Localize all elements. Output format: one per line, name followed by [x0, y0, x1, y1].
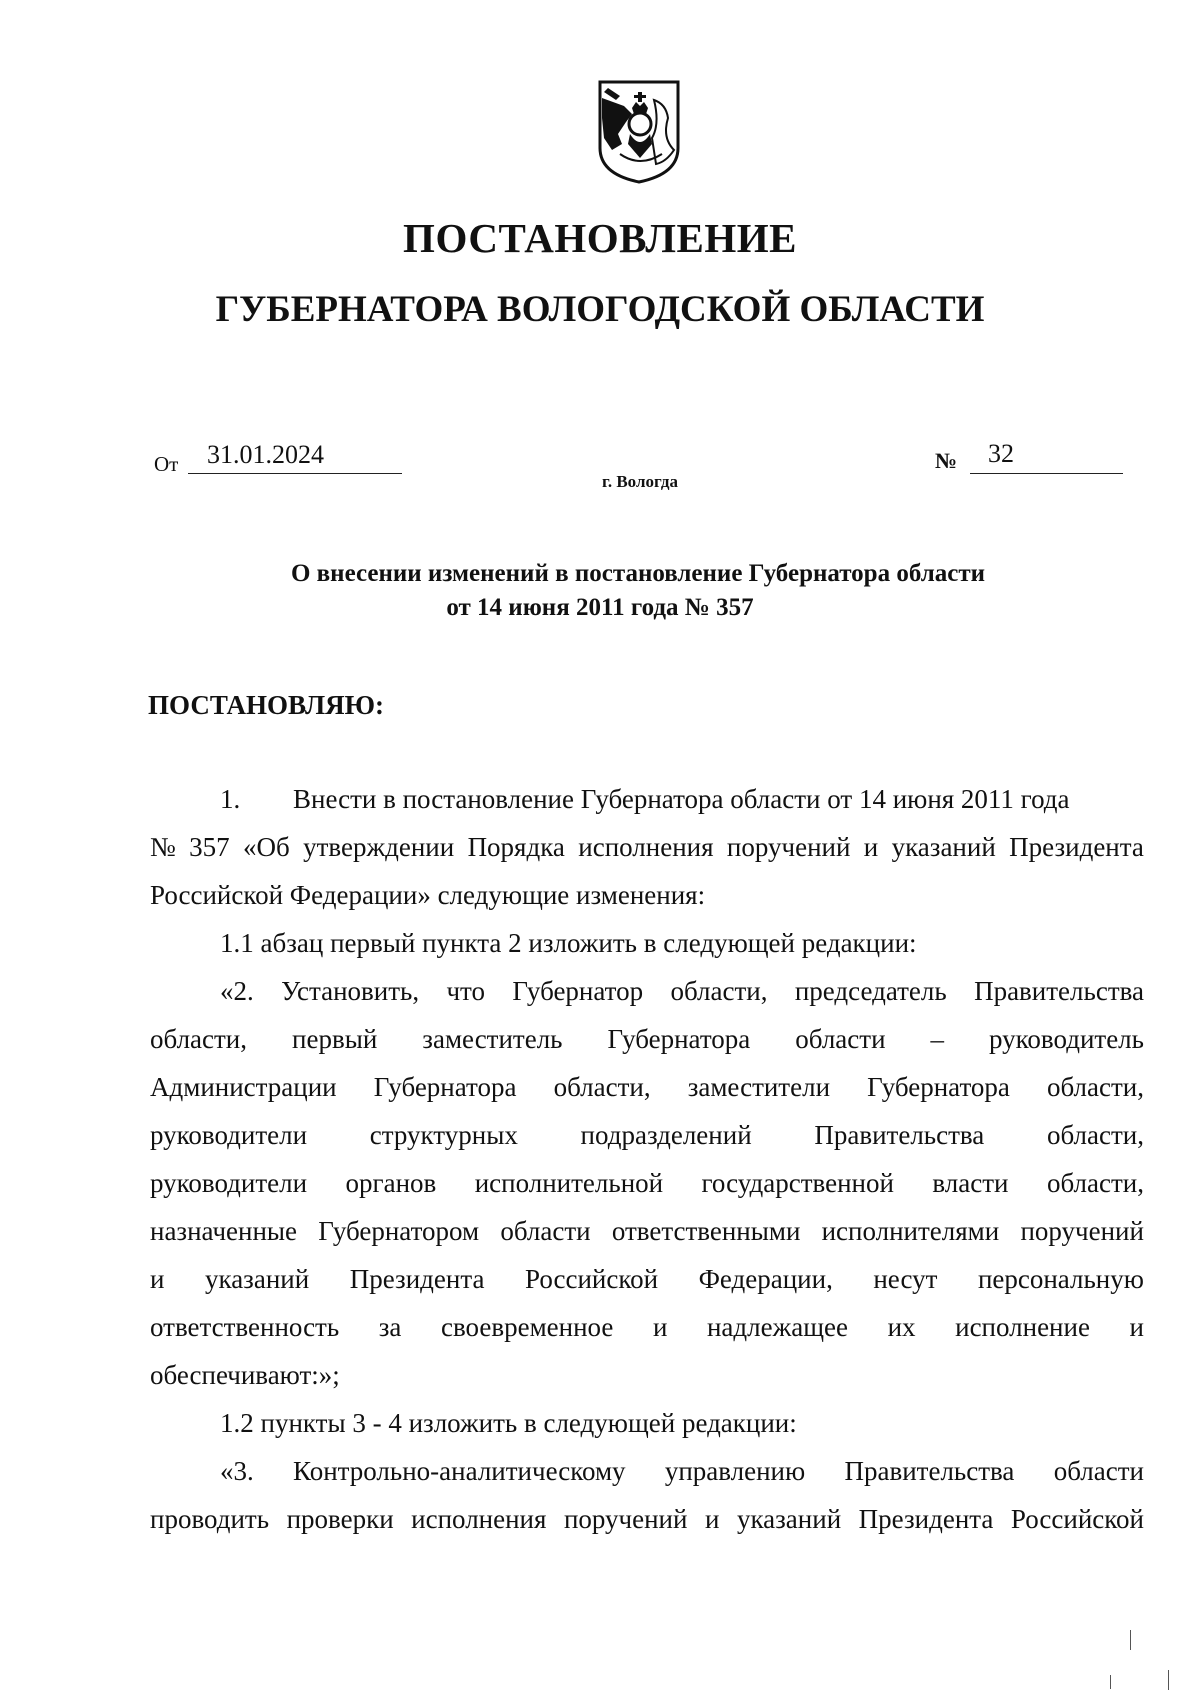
word: Установить, — [281, 976, 420, 1006]
word: Администрации — [150, 1072, 337, 1102]
word: исполнения — [411, 1504, 547, 1534]
document-subtitle: ГУБЕРНАТОРА ВОЛОГОДСКОЙ ОБЛАСТИ — [215, 289, 985, 330]
document-number: 32 — [988, 439, 1014, 468]
word: что — [446, 976, 485, 1006]
subject-line-1: О внесении изменений в постановление Губернатора области — [290, 560, 986, 587]
word: исполнение — [955, 1312, 1090, 1342]
word: управлению — [664, 1456, 806, 1486]
word: области, — [553, 1072, 651, 1102]
scan-mark — [1168, 1670, 1169, 1690]
body-text-line — [150, 1168, 1144, 1199]
word: поручений — [726, 832, 851, 862]
body-text-line — [150, 1504, 1144, 1535]
word: области, — [670, 976, 768, 1006]
word: области, — [1046, 1072, 1144, 1102]
scan-mark — [1110, 1675, 1111, 1689]
word: ответственными — [611, 1216, 801, 1246]
word: Губернатором — [318, 1216, 480, 1246]
word: надлежащее — [706, 1312, 849, 1342]
word: области, — [1046, 1168, 1144, 1198]
word: № — [150, 832, 176, 862]
word: Губернатора — [373, 1072, 517, 1102]
subject-line-2: от 14 июня 2011 года № 357 — [446, 594, 754, 621]
word: поручений — [563, 1504, 688, 1534]
word: области — [795, 1024, 886, 1054]
word: Российской — [524, 1264, 659, 1294]
city-label: г. Вологда — [602, 472, 678, 491]
body-text-line — [150, 1216, 1144, 1247]
word: утверждении — [303, 832, 455, 862]
word: проверки — [286, 1504, 394, 1534]
word: государственной — [701, 1168, 894, 1198]
word: области — [1053, 1456, 1144, 1486]
body-text-line: 1.1 абзац первый пункта 2 изложить в следующей редакции: — [220, 928, 917, 958]
word: Правительства — [814, 1120, 985, 1150]
word: Губернатор — [512, 976, 644, 1006]
body-text-line — [150, 1024, 1144, 1055]
word: Федерации, — [698, 1264, 833, 1294]
body-text-line — [150, 1312, 1144, 1343]
body-line — [150, 784, 1144, 815]
body-text-line — [150, 1072, 1144, 1103]
word: Губернатора — [607, 1024, 751, 1054]
word: области — [500, 1216, 591, 1246]
word: ответственность — [150, 1312, 340, 1342]
word: заместители — [687, 1072, 831, 1102]
word: области, — [150, 1024, 248, 1054]
word: Президента — [349, 1264, 485, 1294]
word: «2. — [220, 976, 254, 1006]
scan-mark — [1130, 1630, 1131, 1650]
word: власти — [932, 1168, 1009, 1198]
word: и — [704, 1504, 720, 1534]
body-text-line — [150, 1120, 1144, 1151]
word: Контрольно-аналитическому — [293, 1456, 626, 1486]
word: заместитель — [422, 1024, 563, 1054]
item-number: 1. — [220, 784, 241, 814]
word: своевременное — [440, 1312, 614, 1342]
word: 357 — [189, 832, 230, 862]
word: назначенные — [150, 1216, 298, 1246]
word: Российской — [1010, 1504, 1144, 1534]
word: – — [930, 1024, 945, 1054]
word: руководители — [150, 1168, 308, 1198]
word: Правительства — [844, 1456, 1015, 1486]
word: и — [1129, 1312, 1144, 1342]
word: проводить — [150, 1504, 270, 1534]
document-date: 31.01.2024 — [207, 440, 324, 469]
document-title: ПОСТАНОВЛЕНИЕ — [403, 215, 797, 261]
word: руководитель — [989, 1024, 1144, 1054]
word: «Об — [242, 832, 290, 862]
word: исполнителями — [821, 1216, 1000, 1246]
word: и — [863, 832, 879, 862]
word: указаний — [204, 1264, 310, 1294]
word: Губернатора — [867, 1072, 1010, 1102]
word: первый — [292, 1024, 378, 1054]
word: Президента — [858, 1504, 994, 1534]
word: Правительства — [974, 976, 1144, 1006]
word: несут — [873, 1264, 938, 1294]
word: указаний — [891, 832, 996, 862]
body-text-line — [150, 1264, 1144, 1295]
word: Порядка — [467, 832, 565, 862]
word: области, — [1046, 1120, 1144, 1150]
word: руководители — [150, 1120, 308, 1150]
word: «3. — [220, 1456, 254, 1486]
body-text-line: 1.2 пункты 3 - 4 изложить в следующей редакции: — [220, 1408, 797, 1438]
body-text-line: обеспечивают:»; — [150, 1360, 340, 1390]
word: указаний — [736, 1504, 842, 1534]
word: и — [652, 1312, 668, 1342]
word: председатель — [794, 976, 947, 1006]
decree-heading: ПОСТАНОВЛЯЮ: — [148, 690, 384, 720]
word: персональную — [977, 1264, 1144, 1294]
body-text-line — [150, 976, 1144, 1007]
word: за — [378, 1312, 402, 1342]
coat-of-arms-icon — [596, 78, 682, 186]
word: структурных — [369, 1120, 518, 1150]
word: поручений — [1020, 1216, 1144, 1246]
word: и — [150, 1264, 165, 1294]
word: исполнительной — [474, 1168, 664, 1198]
body-text-line: Внести в постановление Губернатора области от 14 июня 2011 года — [293, 784, 1070, 814]
word: исполнения — [578, 832, 714, 862]
word: органов — [345, 1168, 437, 1198]
body-text-line — [150, 1456, 1144, 1487]
body-text-line: Российской Федерации» следующие изменения: — [150, 880, 706, 910]
word: их — [887, 1312, 916, 1342]
word: Президента — [1009, 832, 1144, 862]
word: подразделений — [580, 1120, 752, 1150]
date-label: От — [154, 452, 179, 476]
number-label: № — [935, 448, 958, 473]
body-text-line — [150, 832, 1144, 863]
